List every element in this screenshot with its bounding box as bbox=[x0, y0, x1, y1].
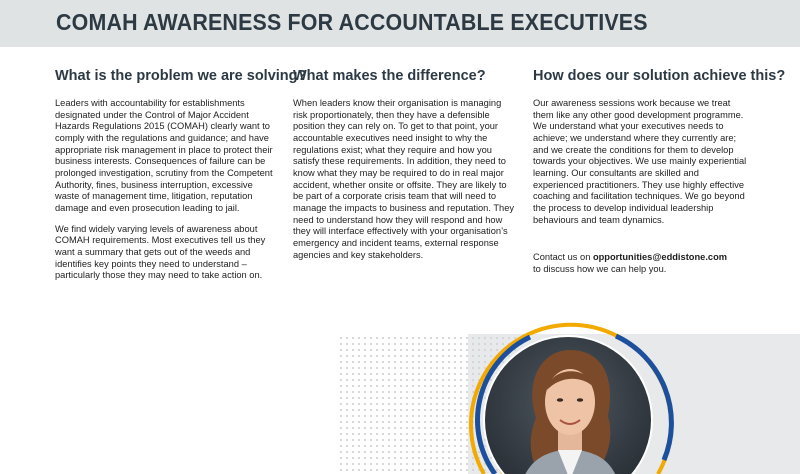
column-heading: What is the problem we are solving? bbox=[55, 68, 307, 84]
page-title: COMAH AWARENESS FOR ACCOUNTABLE EXECUTIVES bbox=[56, 9, 648, 35]
body-paragraph: Our awareness sessions work because we treat them like any other good development programme. We understand what your executives needs to achieve; we understand where they currently are; and we create the conditions for them to develop towards your objectives. We use mainly experiential learning. Our consultants are skilled and experienced practitioners. They use highly effective coaching and facilitation techniques. We go beyond the process to develop individual leadership behaviours and team dynamics. bbox=[533, 98, 747, 225]
body-paragraph: We find widely varying levels of awareness about COMAH requirements. Most executives tell us they want a summary that gets out of the weeds and identifies key points they need to understand – particularly those they may need to take action on. bbox=[55, 223, 266, 281]
body-paragraph: When leaders know their organisation is managing risk proportionately, then they have a defensible position they can rely on. To get to that point, your accountable executives need insight to why the regulations exist; what they require and how you satisfy these requirements. In addition, they need to know what they may be required to do in real major accident, whether onsite or offsite. They are likely to be part of a corporate crisis team that will need to manage the impacts to business and reputation. They need to understand how they will respond and how they will interface effectively with your organisation’s emergency and incident teams, external response agencies and key stakeholders. bbox=[293, 98, 515, 260]
column-problem bbox=[55, 68, 307, 291]
column-solution bbox=[533, 68, 786, 285]
contact-suffix: to discuss how we can help you. bbox=[533, 263, 667, 274]
column-heading: How does our solution achieve this? bbox=[533, 68, 786, 84]
executive-portrait-photo bbox=[458, 320, 788, 474]
contact-prefix: Contact us on bbox=[533, 252, 593, 263]
body-paragraph: Leaders with accountability for establishments designated under the Control of Major Accident Hazards Regulations 2015 (COMAH) clearly want to comply with the regulations and guidance; and have appropriate risk management in place to protect their business interests. Consequences of failure can be prolonged investigation, scrutiny from the Competent Authority, fines, business interruption, excessive waste of management time, litigation, reputation damage and even prosecution leading to jail. bbox=[55, 98, 273, 213]
column-difference bbox=[293, 68, 515, 270]
contact-email-link[interactable]: opportunities@eddistone.com bbox=[592, 252, 728, 263]
contact-paragraph bbox=[533, 252, 748, 275]
column-heading: What makes the difference? bbox=[293, 68, 486, 84]
title-banner bbox=[0, 0, 800, 47]
